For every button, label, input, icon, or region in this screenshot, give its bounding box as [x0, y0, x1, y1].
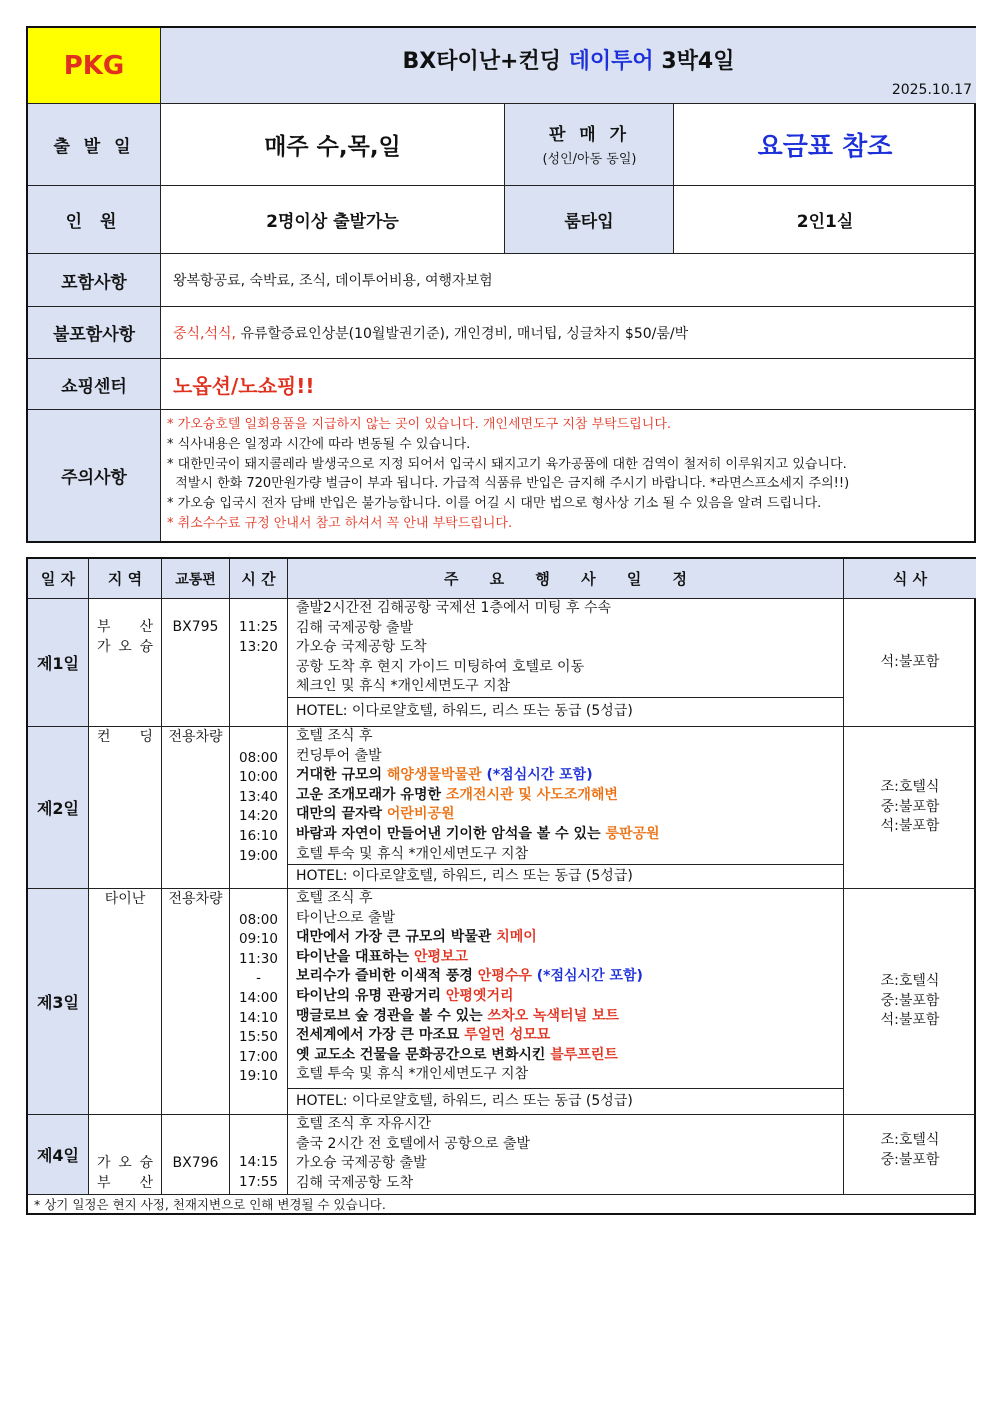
day2-region-name: 컨 딩	[97, 729, 153, 745]
time-item: 16:10	[239, 827, 278, 844]
schedule-line: 호텔 조식 후	[296, 728, 373, 744]
lunch-note: (*점심시간 포함)	[531, 968, 643, 985]
notice-label: 주의사항	[28, 410, 161, 541]
attraction-name: 조개전시관 및 사도조개해변	[445, 786, 618, 803]
schedule-line	[296, 967, 843, 987]
schedule-line: 호텔 조식 후 자유시간	[296, 1116, 432, 1132]
notice-item: * 취소수수료 규정 안내서 참고 하셔서 꼭 안내 부탁드립니다.	[167, 515, 513, 531]
schedule-text: 대만에서 가장 큰 규모의 박물관	[296, 929, 497, 946]
time-item: 11:30	[239, 950, 278, 967]
schedule-text: 타이난의 유명 관광거리	[296, 987, 446, 1004]
day2-region	[89, 727, 162, 889]
meal-item: 조:호텔식	[880, 973, 940, 990]
meal-item: 석:불포함	[880, 1012, 940, 1029]
day1-region-1: 부 산	[97, 619, 153, 635]
time-item: 13:20	[239, 638, 278, 655]
schedule-text: 보리수가 즐비한 이색적 풍경	[296, 968, 478, 985]
schedule-line: 호텔 투숙 및 휴식 *개인세면도구 지참	[296, 845, 529, 862]
attraction-name: 해양생물박물관	[386, 767, 482, 784]
lunch-note: (*점심시간 포함)	[481, 767, 593, 784]
schedule-line	[296, 825, 843, 845]
schedule-line: 출국 2시간 전 호텔에서 공항으로 출발	[296, 1135, 531, 1152]
people-value: 2명이상 출발가능	[161, 186, 505, 254]
schedule-line	[296, 1026, 843, 1046]
schedule-line: 공항 도착 후 현지 가이드 미팅하여 호텔로 이동	[296, 658, 585, 675]
room-value: 2인1실	[674, 186, 976, 254]
included-text: 왕복항공료, 숙박료, 조식, 데이투어비용, 여행자보험	[173, 273, 493, 289]
hotel-line: HOTEL: 이다로얄호텔, 하워드, 리스 또는 동급 (5성급)	[288, 1088, 843, 1115]
title-part-2: 3박4일	[661, 48, 735, 74]
day2-meal	[844, 727, 976, 889]
schedule-text: 거대한 규모의	[296, 767, 387, 784]
schedule-line: 체크인 및 휴식 *개인세면도구 지참	[296, 678, 511, 695]
time-item: 09:10	[239, 931, 278, 948]
time-item: 19:10	[239, 1068, 278, 1085]
day1-transport	[162, 599, 230, 727]
schedule-line: 타이난으로 출발	[296, 909, 396, 926]
day4-transport	[162, 1115, 230, 1195]
day4-schedule	[288, 1115, 844, 1195]
departure-value: 매주 수,목,일	[161, 104, 505, 186]
day1-time	[230, 599, 288, 727]
hotel-line: HOTEL: 이다로얄호텔, 하워드, 리스 또는 동급 (5성급)	[288, 864, 843, 889]
day3-schedule	[288, 889, 844, 1115]
time-item	[230, 729, 287, 749]
schedule-text: 고운 조개모래가 유명한	[296, 786, 446, 803]
time-item: 17:00	[239, 1048, 278, 1065]
day4-region-1: 가 오 슝	[97, 1155, 153, 1171]
itinerary-table	[26, 557, 976, 1215]
day2-time	[230, 727, 288, 889]
schedule-line	[296, 786, 843, 806]
attraction-name: 치메이	[496, 929, 537, 946]
time-item: 15:50	[239, 1029, 278, 1046]
schedule-text: 바람과 자연이 만들어낸 기이한 암석을 볼 수 있는	[296, 825, 606, 842]
shopping-value-cell	[161, 359, 976, 410]
day2-vehicle: 전용차량	[168, 729, 223, 745]
notice-list	[161, 410, 976, 541]
hotel-line: HOTEL: 이다로얄호텔, 하워드, 리스 또는 동급 (5성급)	[288, 697, 843, 727]
header-day: 일 자	[28, 559, 89, 599]
included-value	[161, 254, 976, 307]
footnote: * 상기 일정은 현지 사정, 천재지변으로 인해 변경될 수 있습니다.	[34, 1197, 386, 1212]
day1-meal	[844, 599, 976, 727]
time-item: 19:00	[239, 847, 278, 864]
day1-flight: BX795	[172, 619, 219, 635]
attraction-name: 안평보고	[413, 948, 469, 965]
meal-item: 조:호텔식	[880, 1132, 940, 1148]
schedule-line	[296, 766, 843, 786]
schedule-line: 김해 국제공항 출발	[296, 619, 414, 636]
price-value: 요금표 참조	[674, 104, 976, 186]
day3-time	[230, 889, 288, 1115]
meal-item: 중:불포함	[880, 1151, 940, 1168]
day3-region-name: 타이난	[104, 891, 146, 907]
attraction-name: 블루프린트	[550, 1046, 618, 1063]
pkg-label: PKG	[63, 50, 125, 81]
day2-schedule	[288, 727, 844, 889]
time-item: 13:40	[239, 788, 278, 805]
time-item: 14:00	[239, 989, 278, 1006]
schedule-line: 호텔 조식 후	[296, 890, 373, 906]
day3-label: 제3일	[28, 889, 89, 1115]
shopping-value: 노옵션/노쇼핑!!	[173, 373, 315, 398]
time-item: 14:15	[239, 1154, 278, 1170]
time-item: 08:00	[239, 911, 278, 928]
meal-item: 중:불포함	[880, 798, 940, 815]
day3-transport	[162, 889, 230, 1115]
header-time: 시 간	[230, 559, 288, 599]
day3-meal	[844, 889, 976, 1115]
day4-meal	[844, 1115, 976, 1195]
price-label: 판 매 가	[548, 125, 631, 145]
schedule-line	[296, 805, 843, 825]
time-item	[230, 891, 287, 911]
meal-item: 중:불포함	[880, 992, 940, 1009]
time-item: 14:20	[239, 808, 278, 825]
page-title	[161, 42, 976, 76]
notice-item: * 식사내용은 일정과 시간에 따라 변동될 수 있습니다.	[167, 436, 471, 452]
day1-label: 제1일	[28, 599, 89, 727]
attraction-name: 안평수우	[477, 968, 532, 985]
day2-label: 제2일	[28, 727, 89, 889]
notice-item: * 대한민국이 돼지콜레라 발생국으로 지정 되어서 입국시 돼지고기 육가공품에 대한 검역이 철저히 이루워지고 있습니다.	[167, 456, 847, 472]
attraction-name: 어란비공원	[386, 806, 455, 823]
header-meal: 식 사	[844, 559, 976, 599]
title-part-blue: 데이투어	[568, 48, 654, 74]
meal-item: 석:불포함	[880, 653, 940, 670]
day2-transport	[162, 727, 230, 889]
title-cell	[161, 28, 976, 104]
excluded-value	[161, 307, 976, 359]
time-item: 14:10	[239, 1009, 278, 1026]
day3-vehicle: 전용차량	[168, 891, 223, 907]
people-label: 인 원	[28, 186, 161, 254]
header-transport: 교통편	[162, 559, 230, 599]
excluded-text-red: 중식,석식,	[173, 325, 236, 342]
notice-item: * 가오슝호텔 일회용품을 지급하지 않는 곳이 있습니다. 개인세면도구 지참 부탁드립니다.	[167, 417, 672, 432]
attraction-name: 룽판공원	[605, 825, 660, 842]
day1-region	[89, 599, 162, 727]
time-item: -	[256, 970, 261, 987]
pkg-badge	[28, 28, 161, 104]
document-date: 2025.10.17	[891, 82, 972, 98]
time-item: 17:55	[239, 1173, 278, 1190]
attraction-name: 루얼먼 성모묘	[464, 1027, 551, 1044]
time-item: 08:00	[239, 749, 278, 766]
day4-region-2: 부 산	[97, 1175, 153, 1191]
schedule-line	[296, 987, 843, 1007]
schedule-text: 전세계에서 가장 큰 마조묘	[296, 1027, 465, 1044]
header-region: 지 역	[89, 559, 162, 599]
package-info-table	[26, 26, 976, 543]
attraction-name: 안평옛거리	[445, 987, 514, 1004]
day1-schedule	[288, 599, 844, 727]
day4-time	[230, 1115, 288, 1195]
schedule-line: 호텔 투숙 및 휴식 *개인세면도구 지참	[296, 1066, 529, 1083]
schedule-text: 대만의 끝자락	[296, 806, 387, 823]
price-label-cell	[505, 104, 674, 186]
title-part-1: BX타이난+컨딩	[402, 48, 561, 74]
header-schedule: 주 요 행 사 일 정	[288, 559, 844, 599]
time-item: 11:25	[239, 619, 278, 635]
schedule-line: 가오슝 국제공항 출발	[296, 1155, 427, 1172]
notice-item: 적발시 한화 720만원가량 벌금이 부과 됩니다. 가급적 식품류 반입은 금지해 주시기 바랍니다. *라면스프소세지 주의!!)	[167, 476, 850, 492]
day4-flight: BX796	[172, 1155, 219, 1171]
excluded-text: 유류할증료인상분(10월발권기준), 개인경비, 매너팁, 싱글차지 $50/룸/박	[236, 325, 689, 342]
day4-region	[89, 1115, 162, 1195]
schedule-line: 김해 국제공항 도착	[296, 1174, 414, 1191]
day4-label: 제4일	[28, 1115, 89, 1195]
schedule-text: 맹글로브 숲 경관을 볼 수 있는	[296, 1007, 488, 1024]
schedule-line: 가오슝 국제공항 도착	[296, 639, 427, 656]
schedule-line	[296, 948, 843, 968]
schedule-line	[296, 1007, 843, 1027]
notice-item: * 가오슝 입국시 전자 담배 반입은 불가능합니다. 이를 어길 시 대만 법으로 형사상 기소 될 수 있음을 알려 드립니다.	[167, 496, 822, 512]
day1-region-2: 가 오 슝	[97, 639, 153, 655]
attraction-name: 쓰차오 녹색터널 보트	[487, 1007, 620, 1024]
schedule-line	[296, 928, 843, 948]
meal-item: 조:호텔식	[880, 779, 940, 796]
schedule-line: 출발2시간전 김해공항 국제선 1층에서 미팅 후 수속	[296, 600, 611, 616]
schedule-text: 타이난을 대표하는	[296, 948, 414, 965]
price-sub-label: (성인/아동 동일)	[542, 152, 637, 167]
schedule-line: 컨딩투어 출발	[296, 747, 382, 764]
schedule-line	[296, 1046, 843, 1066]
day3-region	[89, 889, 162, 1115]
included-label: 포함사항	[28, 254, 161, 307]
time-item: 10:00	[239, 769, 278, 786]
departure-label: 출 발 일	[28, 104, 161, 186]
schedule-text: 옛 교도소 건물을 문화공간으로 변화시킨	[296, 1046, 551, 1063]
meal-item: 석:불포함	[880, 818, 940, 835]
excluded-label: 불포함사항	[28, 307, 161, 359]
shopping-label: 쇼핑센터	[28, 359, 161, 410]
room-label: 룸타입	[505, 186, 674, 254]
